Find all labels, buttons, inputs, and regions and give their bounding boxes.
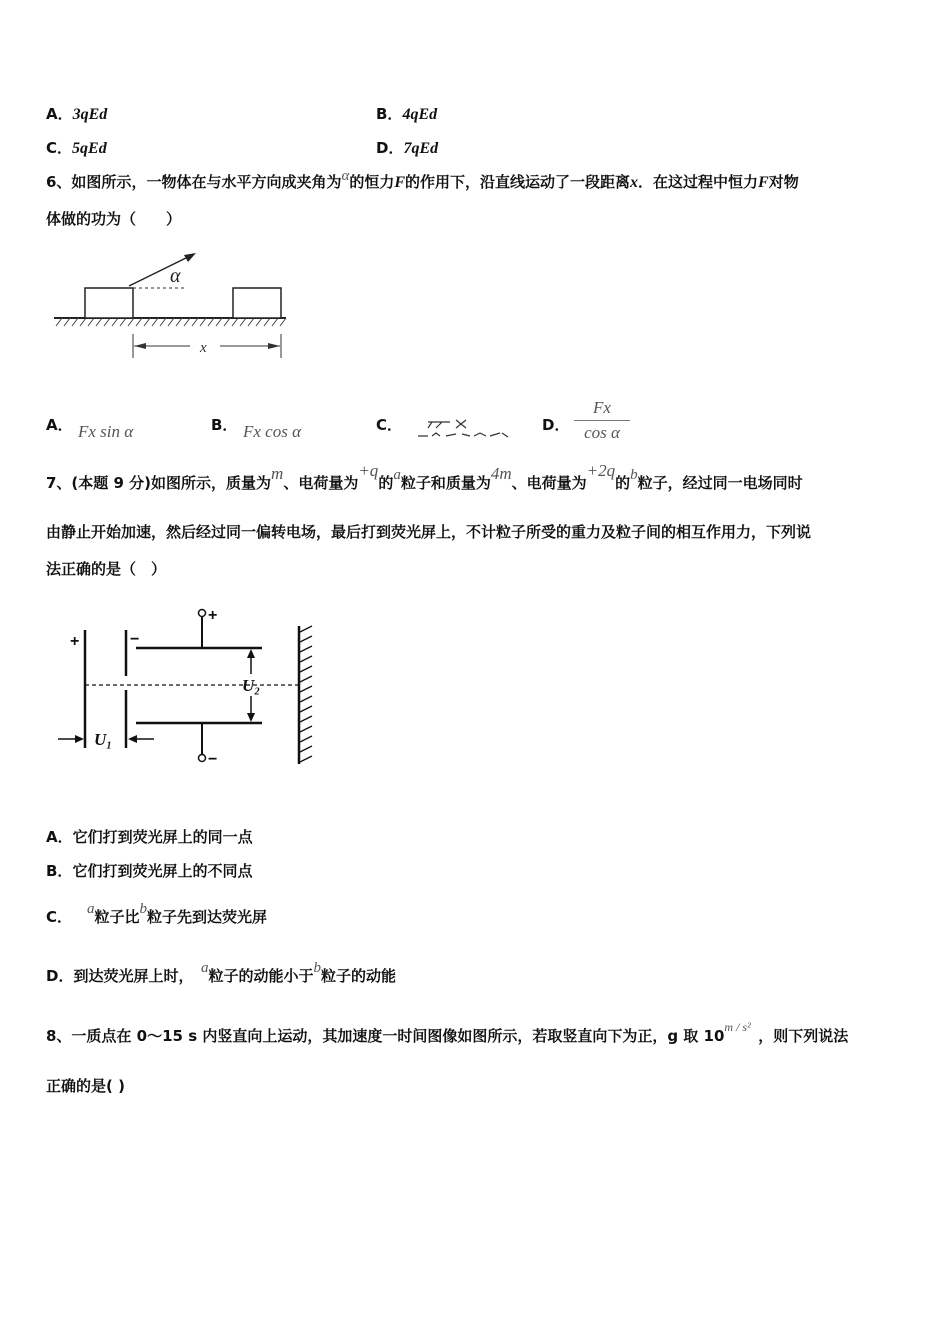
q6-option-b-value: Fx cos α [243,422,302,441]
q5-option-c: C．5qEd [46,139,107,157]
q5-option-d: D．7qEd [376,139,439,157]
q6-option-d-label: D． [542,416,570,434]
q6-stem-line1: 6、如图所示，一物体在与水平方向成夹角为α的恒力F的作用下，沿直线运动了一段距离x．在这过程中恒力F对物 [46,168,799,191]
q6-option-c-garbled [412,416,512,440]
q7-figure-u1: U₁ [94,730,113,749]
q7-option-b: B．它们打到荧光屏上的不同点 [46,862,253,880]
q8-stem-line1: 8、一质点在 0～15 s 内竖直向上运动，其加速度一时间图像如图所示，若取竖直向下为正，g 取 $10^{m / s^2}$ ，则下列说法 [46,1020,849,1045]
q6-figure-angle-label: α [170,265,181,287]
q8-stem-line2: 正确的是( ) [46,1077,125,1095]
q7-stem-line2: 由静止开始加速，然后经过同一偏转电场，最后打到荧光屏上，不计粒子所受的重力及粒子间的相互作用力，下列说 [46,523,812,541]
q7-figure-plus-top: + [208,607,218,624]
q6-figure [50,248,300,368]
q7-stem-line1: 7、(本题 9 分)如图所示，质量为m、电荷量为+q的a粒子和质量为4m、电荷量为+2q的b粒子，经过同一电场同时 [46,461,803,492]
q7-figure-u2: U₂ [242,676,261,695]
q7-figure-plus-left: + [70,633,80,650]
q7-figure-minus-bottom: − [208,751,218,768]
q7-option-a: A．它们打到荧光屏上的同一点 [46,828,253,846]
q7-option-d: D．到达荧光屏上时， a粒子的动能小于b粒子的动能 [46,960,396,985]
q6-option-b-label: B． [211,416,238,434]
q7-option-c: C． a粒子比b粒子先到达荧光屏 [46,901,268,926]
q7-figure-minus-left: − [130,631,140,648]
q6-option-a-value: Fx sin α [78,422,134,441]
q6-stem-line2: 体做的功为（ ） [46,210,182,228]
q6-option-d-fraction: Fx cos α [574,398,630,443]
q6-figure-distance-label: x [200,340,207,356]
q6-option-c-label: C． [376,416,403,434]
q5-option-a: A．3qEd [46,105,108,123]
q6-option-a-label: A． [46,416,73,434]
q5-option-b: B．4qEd [376,105,438,123]
q7-stem-line3: 法正确的是（ ） [46,560,167,578]
q7-figure [44,598,324,788]
